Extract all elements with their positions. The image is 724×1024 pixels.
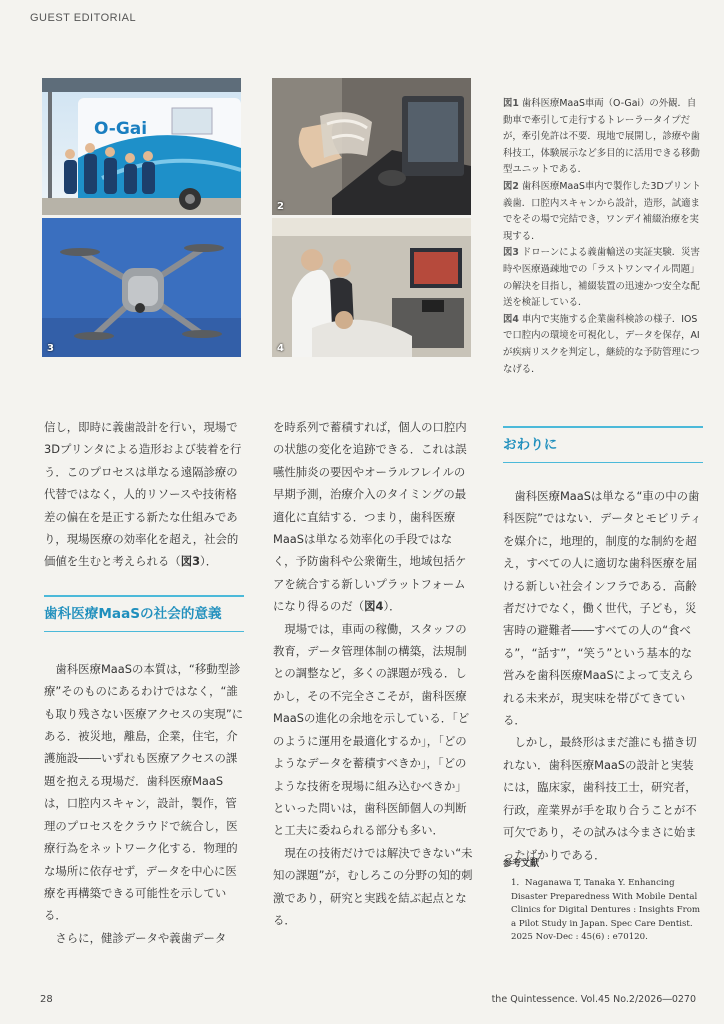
figure-reference: 図3 [180, 554, 201, 569]
body-column-3 [503, 416, 703, 866]
page-number: 28 [40, 994, 53, 1005]
journal-footer: the Quintessence. Vol.45 No.2/2026―0270 [491, 994, 696, 1005]
caption-item: 図1 歯科医療MaaS車両（O-Gai）の外観．自動車で牽引して走行するトレーラータイプだが，牽引免許は不要．現地で展開し，診療や歯科技工，体験展示など多目的に活用できる移動型ユニットである． [503, 98, 700, 176]
drone-illustration [42, 218, 241, 357]
section-heading: おわりに [503, 426, 703, 463]
section-heading: 歯科医療MaaSの社会的意義 [44, 595, 244, 632]
caption-label: 図1 [503, 98, 519, 109]
figure-1-photo [42, 78, 241, 215]
figure-captions [503, 96, 701, 378]
paragraph: さらに，健診データや義歯データ [55, 930, 227, 945]
references [503, 858, 703, 944]
denture-illustration [272, 78, 471, 215]
references-title: 参考文献 [503, 859, 540, 869]
checkup-illustration [272, 218, 471, 357]
caption-label: 図3 [503, 247, 519, 259]
paragraph: 歯科医療MaaSは単なる“車の中の歯科医院”ではない．データとモビリティを媒介に，地理的，制度的な制約を超え，すべての人に適切な歯科医療を届ける新しい社会インフラである．高齢者だけでなく，働く世代，子ども，災害時の避難者――すべての人の“食べる”，“話す”，“笑う”という基本的な営みを歯科医療MaaSによって支えられる未来が，現実味を帯びてきている． [503, 489, 702, 728]
caption-item: 図2 歯科医療MaaS車内で製作した3Dプリント義歯．口腔内スキャンから設計，造形，試適までをその場で完結でき，ワンデイ補綴治療を実現する． [503, 180, 701, 242]
body-column-1 [44, 416, 244, 949]
figure-4-photo [272, 218, 471, 357]
caption-item: 図3 ドローンによる義歯輸送の実証実験．災害時や医療過疎地での「ラストワンマイル問題」の解決を目指し，補綴装置の迅速かつ安全な配送を検証している． [503, 247, 700, 309]
figure-reference: 図4 [364, 599, 384, 614]
vehicle-logo-text: O-Gai [94, 119, 148, 139]
reference-item: 1．Naganawa T, Tanaka Y. Enhancing Disaster Preparedness With Mobile Dental Clinics for Digital Dentures : Insights From a Pilot Study in Japan. Spec Care Dentist. 2025 Nov-Dec : 45(6) : e70120. [511, 878, 701, 943]
figure-3-number: 3 [47, 343, 54, 354]
figure-3-photo [42, 218, 241, 357]
paragraph: 歯科医療MaaSの本質は，“移動型診療”そのものにあるわけではなく，“誰も取り残さない医療アクセスの実現”にある．被災地，離島，企業，住宅，介護施設――いずれも医療アクセスの課題を抱える現場だ．歯科医療MaaSは，口腔内スキャン，設計，製作，管理のプロセスをクラウドで統合し，医療行為をネットワーク化する．物理的な場所に依存せず，データを中心に医療を再構築できる可能性を示している． [44, 661, 244, 923]
figure-2-number: 2 [277, 201, 284, 212]
caption-label: 図2 [503, 180, 519, 192]
figure-2-photo [272, 78, 471, 215]
vehicle-illustration [42, 78, 241, 215]
paragraph: 信し，即時に義歯設計を行い，現場で3Dプリンタによる造形および装着を行う．このプロセスは単なる遠隔診療の代替ではなく，人的リソースや技術格差の偏在を是正する新たな仕組みであり，現場医療の効率化を超え，社会的価値を生むと考えられる（図3）． [44, 420, 242, 569]
paragraph: 現場では，車両の稼働，スタッフの教育，データ管理体制の構築，法規制との調整など，多くの課題が残る．しかし，その不完全さこそが，歯科医療MaaSの進化の余地を示している．「どのように運用を最適化するか」，「どのようなデータを蓄積すべきか」，「どのような技術を現場に組み込むべきか」といった問いは，歯科医師個人の判断と工夫に委ねられる部分も多い． [273, 621, 470, 838]
running-header: GUEST EDITORIAL [30, 12, 137, 24]
caption-item: 図4 車内で実施する企業歯科検診の様子．IOSで口腔内の環境を可視化し，データを保存，AIが疾病リスクを判定し，継続的な予防管理につなげる． [503, 313, 700, 375]
body-column-2 [273, 416, 473, 931]
figure-4-number: 4 [277, 343, 284, 354]
paragraph: しかし，最終形はまだ誰にも描き切れない．歯科医療MaaSの設計と実装には，臨床家，歯科技工士，研究者，行政，産業界が手を取り合うことが不可欠であり，その試みは今まさに始まったばかりである． [503, 735, 697, 862]
paragraph: を時系列で蓄積すれば，個人の口腔内の状態の変化を追跡できる．これは誤嚥性肺炎の要因やオーラルフレイルの早期予測，治療介入のタイミングの最適化に直結する．つまり，歯科医療MaaSは単なる効率化の手段ではなく，予防歯科や公衆衛生，地域包括ケアを統合する新しいプラットフォームになり得るのだ（図4）． [273, 420, 467, 614]
caption-label: 図4 [503, 313, 519, 325]
paragraph: 現在の技術だけでは解決できない“未知の課題”が，むしろこの分野の知的刺激であり，研究と実践を結ぶ起点となる． [273, 845, 473, 927]
